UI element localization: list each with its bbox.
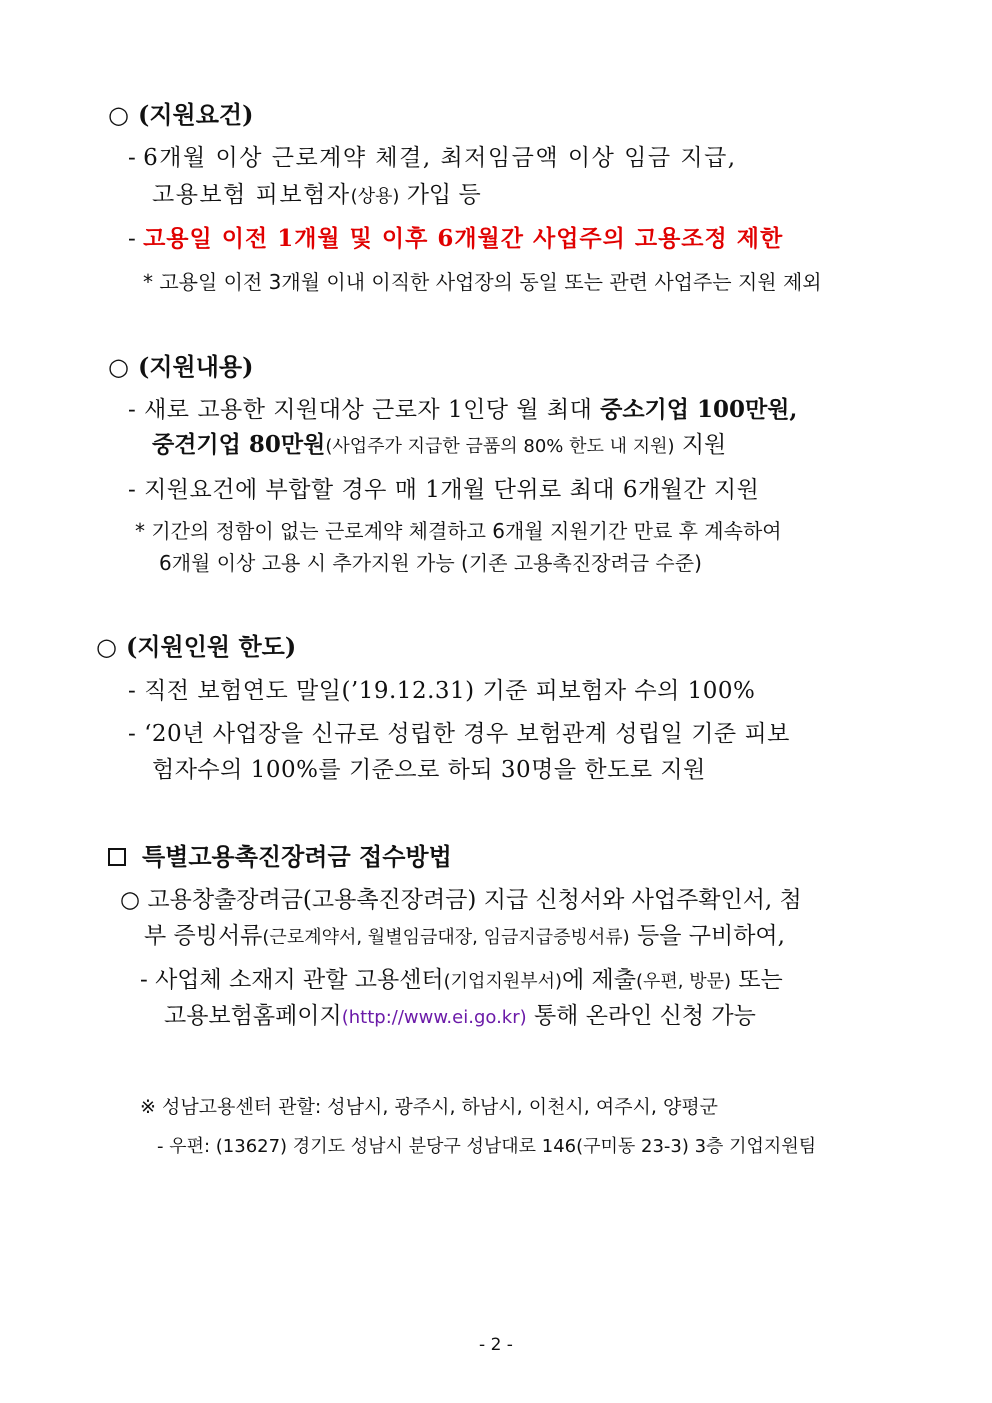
mailing-address: - 우편: (13627) 경기도 성남시 분당구 성남대로 146(구미동 23-3) 3층 기업지원팀 [157,1136,817,1157]
requirement-note: * 고용일 이전 3개월 이내 이직한 사업장의 동일 또는 관련 사업주는 지원 제외 [143,270,822,294]
limit-item-2-cont: 험자수의 100%를 기준으로 하되 30명을 한도로 지원 [152,757,706,783]
application-item-1-cont: 부 증빙서류(근로계약서, 월별임금대장, 임금지급증빙서류) 등을 구비하여, [144,923,785,949]
content-item-2: - 지원요건에 부합할 경우 매 1개월 단위로 최대 6개월간 지원 [128,477,760,503]
content-item-1-cont: 중견기업 80만원(사업주가 지급한 금품의 80% 한도 내 지원) 지원 [152,431,727,458]
requirement-item-1: - 6개월 이상 근로계약 체결, 최저임금액 이상 임금 지급, [128,145,737,171]
content-note-cont: 6개월 이상 고용 시 추가지원 가능 (기존 고용촉진장려금 수준) [159,551,702,575]
circle-bullet-icon: ○ [108,352,129,381]
content-note: * 기간의 정함이 없는 근로계약 체결하고 6개월 지원기간 만료 후 계속하여 [135,519,782,543]
application-item-2: - 사업체 소재지 관할 고용센터(기업지원부서)에 제출(우편, 방문) 또는 [140,967,783,993]
limit-item-2: - ‘20년 사업장을 신규로 성립한 경우 보험관계 성립일 기준 피보 [128,721,790,747]
section-heading-limit: ○ (지원인원 한도) [96,632,297,661]
square-bullet-icon [108,848,126,866]
limit-item-1: - 직전 보험연도 말일(’19.12.31) 기준 피보험자 수의 100% [128,678,756,704]
jurisdiction-notice: ※ 성남고용센터 관할: 성남시, 광주시, 하남시, 이천시, 여주시, 양평군 [140,1096,719,1118]
requirement-item-2: - 고용일 이전 1개월 및 이후 6개월간 사업주의 고용조정 제한 [128,225,784,252]
content-item-1: - 새로 고용한 지원대상 근로자 1인당 월 최대 중소기업 100만원, [128,396,798,423]
circle-bullet-icon: ○ [108,100,129,129]
section-heading-application: 특별고용촉진장려금 접수방법 [108,842,452,872]
application-item-1: ○ 고용창출장려금(고용촉진장려금) 지급 신청서와 사업주확인서, 첨 [120,887,802,913]
section-heading-requirements: ○ (지원요건) [108,100,254,129]
ei-homepage-link[interactable]: (http://www.ei.go.kr) [341,1007,527,1028]
section-heading-content: ○ (지원내용) [108,352,254,381]
page-number: - 2 - [479,1335,513,1355]
circle-bullet-icon: ○ [96,632,117,661]
requirement-item-1-cont: 고용보험 피보험자(상용) 가입 등 [152,182,481,208]
application-item-2-cont: 고용보험홈페이지(http://www.ei.go.kr) 통해 온라인 신청 가능 [164,1003,756,1029]
